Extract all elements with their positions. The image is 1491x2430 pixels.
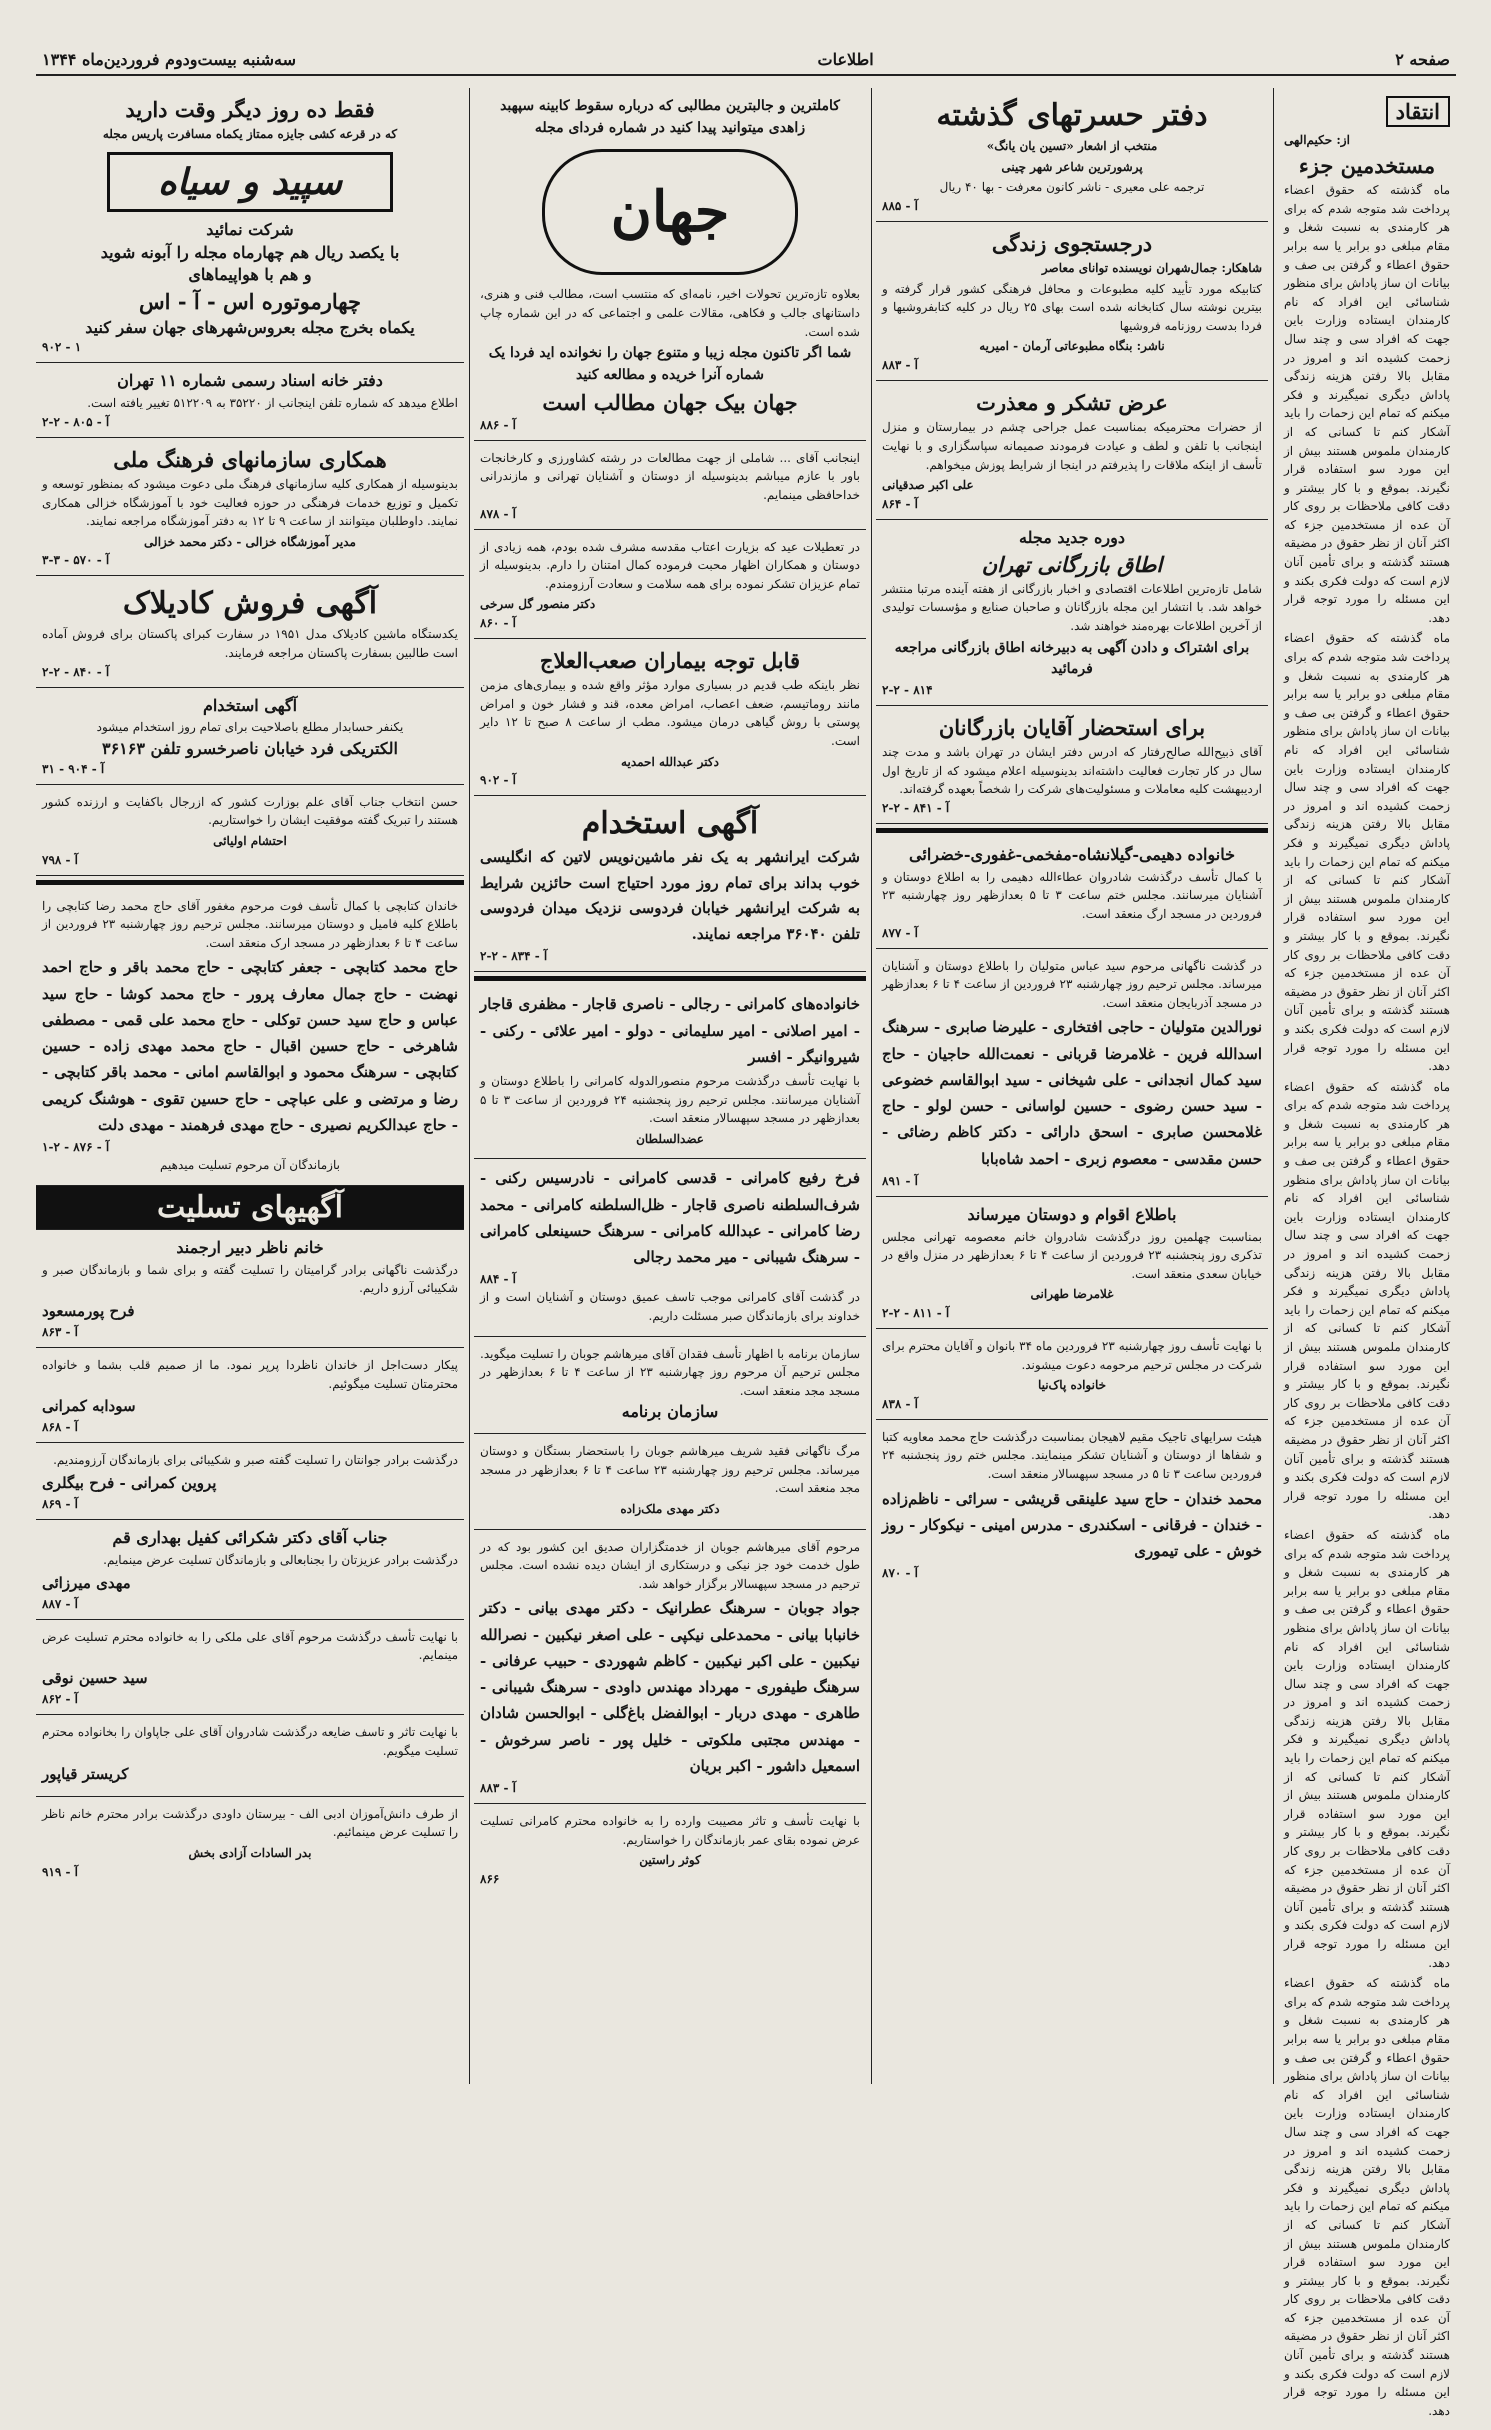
cond-signature: پروین کمرانی - فرح بیگلری — [42, 1473, 217, 1492]
obit-body: در گذشت آقای کامرانی موجب تاسف عمیق دوستان و آشنایان است و از خداوند برای بازماندگان صبر مسئلت داریم. — [480, 1290, 860, 1323]
cond-ref: آ - ۸۶۳ — [42, 1324, 79, 1339]
ad-ref: آ - ۸۸۵ — [882, 198, 919, 213]
obit-body: در گذشت ناگهانی مرحوم سید عباس متولیان را باطلاع دوستان و آشنایان میرساند. مجلس ترحیم روز چهارشنبه ۲۳ فروردین از ساعت ۴ تا ۶ بعدازظهر در مسجد آذربایجان منعقد است. — [882, 958, 1263, 1010]
ad-title: آگهی استخدام — [202, 695, 298, 715]
ad-cta: برای اشتراک و دادن آگهی به دبیرخانه اطاق بازرگانی مراجعه فرمائید — [894, 639, 1250, 678]
cond-ref: آ - ۸۶۹ — [42, 1497, 79, 1512]
ad-title: درجستجوی زندگی — [991, 230, 1153, 256]
newspaper-page — [36, 44, 1456, 2418]
obituary-kamrani-family — [474, 1159, 866, 1336]
ad-ref: آ - ۸۴۰ - ۲-۲ — [42, 664, 110, 679]
column-divider — [1273, 88, 1274, 2084]
ad-title: فقط ده روز دیگر وقت دارید — [125, 97, 375, 122]
condolence-section-header — [36, 1186, 464, 1230]
notice-thanks — [474, 530, 866, 639]
section-kicker: انتقاد — [1386, 96, 1450, 127]
article-body-cont: ماه گذشته که حقوق اعضاء پرداخت شد متوجه شدم که برای هر کارمندی به نسبت شغل و مقام مبلغی دو برابر یا سه برابر حقوق اعطاء و گرفتن بی صف و بیانات ان ساز پاداش برای منظور شناسائی این افراد که نام کارمندان ایستاده وزارت باین جهت که افراد سی و چند سال زحمت کشیده اند و امروز در مقابل بالا رفتن هزینه زندگی پاداش دیگری نمیگیرند و فکر میکنم که تمام این زحمات را باید آشکار کنم تا کسانی که از کارمندان ملموس هستند بیش از این مورد سو استفاده قرار نگیرند. بموقع و با کار بیشتر و دقت کافی ملاحظات بر روی کار آن عده از مستخدمین جزء که اکثر آنان از نظر حقوق در مضیقه هستند گذشته و برای تأمین آنان لازم است که دولت فکری بکند و این مسئله را مورد توجه قرار دهد. — [1284, 1527, 1450, 1970]
ad-cta: و هم با هواپیماهای — [188, 265, 312, 285]
section-rule — [474, 976, 866, 981]
notice-ref: آ - ۸۶۰ — [480, 615, 517, 630]
notice-ref: آ - ۷۹۸ — [42, 852, 79, 867]
byline: از: حکیم‌الهی — [1284, 133, 1350, 148]
obit-body: هیئت سرایهای تاجیک مقیم لاهیجان بمناسبت درگذشت حاج محمد معاویه کتبا و شفاها از دوستان و آشنایان تشکر مینمایند. مجلس ختم روز پنجشنبه ۲۴ فروردین ساعت ۳ تا ۵ در مسجد سپهسالار منعقد است. — [882, 1429, 1262, 1482]
ad-title: قابل توجه بیماران صعب‌العلاج — [539, 647, 801, 673]
ad-ref: آ - ۸۶۴ — [882, 496, 919, 511]
obit-body: با نهایت تأسف و تاثر مصیبت وارده را به خانواده محترم کامرانی تسلیت عرض نموده بقای عمر بازماندگان را خواستاریم. — [480, 1814, 860, 1847]
ad-meta: ترجمه علی معیری - ناشر کانون معرفت - بها ۴۰ ریال — [939, 180, 1205, 195]
obit-body: با نهایت تأسف درگذشت مرحوم منصورالدوله کامرانی را باطلاع دوستان و آشنایان میرسانند. مجلس ترحیم روز پنجشنبه ۲۴ فروردین از ساعت ۳ تا ۵ بعدازظهر در مسجد سپهسالار منعقد است. — [480, 1074, 861, 1126]
ad-hiring-accountant — [36, 688, 464, 785]
notice-body: در تعطیلات عید که بزیارت اعتاب مقدسه مشرف شده بودم، همه زیادی از دوستان و همکاران اظهار محبت فرموده کمال امتنان را دارم. بدینوسیله از تمام عزیزان تشکر نموده برای همه سلامت و سعادت آرزومندم. — [480, 539, 860, 591]
ad-ref: آ - ۹۰۴ - ۳۱ — [42, 761, 105, 776]
ad-cta: با یکصد ریال هم چهارماه مجله را آبونه شوید — [100, 242, 400, 262]
obit-body: خاندان کتابچی با کمال تأسف فوت مرحوم مغفور آقای حاج محمد رضا کتابچی را باطلاع کلیه فامیل و دوستان میرسانند. مجلس ترحیم روز چهارشنبه ۲۳ فروردین از ساعت ۴ تا ۶ بعدازظهر در مسجد ارک منعقد است. — [42, 898, 458, 950]
ad-cta: چهارموتوره اس - آ - اس — [139, 289, 361, 315]
ad-teaser: کاملترین و جالبترین مطالبی که درباره سقوط کابینه سپهبد زاهدی میتوانید پیدا کنید در شماره فردای مجله — [500, 98, 840, 136]
ad-body: آقای ذبیح‌الله صالح‌رفتار که ادرس دفتر ایشان در تهران باشد و مدت چند سال در کار تجارت فعالیت داشته‌اند بدینوسیله اعلام میشود که از تاریخ اول اردیبهشت کلیه معاملات و مسئولیت‌های شرکت را شخصاً بعهده گرفته‌اند. — [882, 745, 1262, 797]
condolence-7 — [36, 1797, 464, 1887]
obituary-tehrani — [876, 1197, 1268, 1329]
cond-signature: بدر السادات آزادی بخش — [188, 1845, 312, 1860]
section-title: آگهیهای تسلیت — [36, 1186, 464, 1229]
cond-body: با نهایت تأسف درگذشت مرحوم آقای علی ملکی را به خانواده محترم تسلیت عرض مینمایم. — [42, 1629, 458, 1663]
ad-lead: شاهکار: جمال‌شهران نویسنده توانای معاصر — [1041, 261, 1262, 276]
page-header — [36, 44, 1456, 76]
column-divider — [469, 88, 470, 2084]
cond-signature: کریستر قیاپور — [42, 1764, 129, 1783]
obit-footer: بازماندگان آن مرحوم تسلیت میدهیم — [160, 1158, 340, 1173]
ad-sepid-siah — [36, 88, 464, 363]
ad-publisher: ناشر: بنگاه مطبوعاتی آرمان - امیریه — [979, 339, 1165, 354]
section-rule — [36, 880, 464, 885]
obit-body: مرحوم آقای میرهاشم جوبان از خدمتگزاران صدیق این کشور بود که در طول خدمت خود جز نیکی و درستکاری از ایشان دیده نشده است. مجلس ترحیم در مسجد سپهسالار برگزار خواهد شد. — [480, 1539, 861, 1591]
ad-ref: ۸۱۴ - ۲-۲ — [882, 682, 933, 697]
obit-ref: آ - ۸۸۳ — [480, 1781, 517, 1796]
obituary-condolence — [474, 1804, 866, 1894]
obit-signature: عضدالسلطان — [636, 1131, 704, 1146]
notice-farewell — [474, 441, 866, 530]
obit-names: فرخ رفیع کامرانی - قدسی کامرانی - نادرسیس رکنی - شرف‌السلطنه ناصری قاجار - ظل‌السلطنه کامرانی - محمد رضا کامرانی - عبدالله کامرانی - سرهنگ حسینعلی کامرانی - سرهنگ شیبانی - میر محمد رجالی — [480, 1169, 860, 1267]
ad-ref: آ - ۵۷۰ - ۳-۳ — [42, 553, 110, 568]
ad-title: همکاری سازمانهای فرهنگ ملی — [113, 446, 387, 472]
obit-ref: ۸۶۶ — [480, 1871, 500, 1886]
obit-body: بمناسبت چهلمین روز درگذشت شادروان خانم معصومه تهرانی مجلس تذکری روز پنجشنبه ۲۳ فروردین از ساعت ۴ تا ۶ بعدازظهر در منزل واقع در خیابان سعدی منعقد است. — [882, 1229, 1263, 1281]
ad-title: برای استحضار آقایان بازرگانان — [938, 714, 1206, 740]
cond-body: پیکار دست‌اجل از خاندان ناظردا پرپر نمود. ما از صمیم قلب بشما و خانواده محترمتان تسلیت میگوئیم. — [42, 1357, 458, 1391]
ad-body: بدینوسیله از همکاری کلیه سازمانهای فرهنگ ملی دعوت میشود که بمنظور توسعه و تکمیل و توزیع خدمات فرهنگی در حوزه فعالیت خود با آموزشگاه خزالی همکاری نمایند. داوطلبان میتوانند از ساعت ۹ تا ۱۲ به دفتر آموزشگاه مراجعه نمایند. — [42, 477, 458, 529]
jahan-logo: جهان — [542, 149, 798, 275]
ad-thanks — [876, 381, 1268, 520]
article-body-cont: ماه گذشته که حقوق اعضاء پرداخت شد متوجه شدم که برای هر کارمندی به نسبت شغل و مقام مبلغی دو برابر یا سه برابر حقوق اعطاء و گرفتن بی صف و بیانات ان ساز پاداش برای منظور شناسائی این افراد که نام کارمندان ایستاده وزارت باین جهت که افراد سی و چند سال زحمت کشیده اند و امروز در مقابل بالا رفتن هزینه زندگی پاداش دیگری نمیگیرند و فکر میکنم که تمام این زحمات را باید آشکار کنم تا کسانی که از کارمندان ملموس هستند بیش از این مورد سو استفاده قرار نگیرند. بموقع و با کار بیشتر و دقت کافی ملاحظات بر روی کار آن عده از مستخدمین جزء که اکثر آنان از نظر حقوق در مضیقه هستند گذشته و برای تأمین آنان لازم است که دولت فکری بکند و این مسئله را مورد توجه قرار دهد. — [1284, 1079, 1450, 1522]
cond-signature: سید حسین نوقی — [42, 1669, 148, 1688]
condolence-3 — [36, 1443, 464, 1520]
condolence-5 — [36, 1620, 464, 1715]
obit-ref: آ - ۸۸۴ — [480, 1272, 517, 1287]
obit-title: خانواده‌های کامرانی - رجالی - ناصری قاجار - مظفری قاجار - امیر اصلانی - امیر سلیمانی - دولو - امیر علائی - رکنی - شیروانیگر - افسر — [480, 995, 860, 1066]
obit-body: با کمال تأسف درگذشت شادروان عطاءالله دهیمی را به اطلاع دوستان و آشنایان میرسانند. مجلس ختم ساعت ۳ تا ۵ بعدازظهر روز چهارشنبه ۲۳ فروردین در مسجد ارگ منعقد است. — [882, 869, 1262, 922]
ad-ref: آ - ۹۰۲ — [480, 773, 517, 788]
cond-ref: آ - ۸۶۸ — [42, 1420, 79, 1435]
cond-body: درگذشت برادر عزیزتان را بجنابعالی و بازماندگان تسلیت عرض مینمایم. — [103, 1553, 458, 1568]
obit-names: حاج محمد کتابچی - جعفر کتابچی - حاج محمد باقر و حاج احمد نهضت - حاج جمال معارف پرور - حاج محمد کوشا - حاج سید عباس و حاج سید حسن توکلی - حاج محمد علی قمی - مصطفی شاهرخی - حاج حسین اقبال - حاج محمد مهدی زاده - حسین کتابچی - سرهنگ محمود و ابوالقاسم امانی - محمد باقر کتابچی - رضا و مرتضی و علی عباچی - حاج حسین تقوی - هوشنگ کریمی - حاج عبدالکریم نصیری - حاج مهدی فرهمند - مهدی دلت — [42, 958, 458, 1134]
obit-ref: آ - ۸۹۱ — [882, 1173, 919, 1188]
cond-title: خانم ناظر دبیر ارجمند — [176, 1237, 324, 1257]
ad-body: یکنفر حسابدار مطلع باصلاحیت برای تمام روز استخدام میشود — [96, 720, 404, 735]
obituary-dehimi — [876, 837, 1268, 949]
ad-title: عرض تشکر و معذرت — [976, 390, 1168, 416]
cond-body: درگذشت برادر جوانتان را تسلیت گفته صبر و شکیبائی برای بازماندگان آرزومندیم. — [53, 1453, 458, 1468]
critique-column — [1278, 88, 1456, 2418]
obit-ref: آ - ۸۷۶ - ۲-۱ — [42, 1140, 110, 1155]
ad-body: که در قرعه کشی جایزه ممتاز یکماه مسافرت پاریس مجله — [102, 127, 398, 142]
cond-title: جناب آقای دکتر شکرائی کفیل بهداری قم — [112, 1528, 388, 1548]
ad-body: از حضرات محترمیکه بمناسبت عمل جراحی چشم در بیمارستان و منزل اینجانب با تلفن و لطف و عیادت فرمودند صمیمانه سپاسگزاری و با نهایت تأسف از اینکه ملاقات را پذیرفتم در اینجا از شرایط پوزش میخواهم. — [882, 420, 1262, 472]
obit-ref: آ - ۸۷۰ — [882, 1566, 919, 1581]
ad-body: بعلاوه تازه‌ترین تحولات اخیر، نامه‌ای که منتسب است، مطالب فنی و هنری، داستانهای جالب و فکاهی، مقالات علمی و اجتماعی که در این شماره چاپ شده است. — [480, 287, 860, 339]
sepid-siah-logo: سپید و سیاه — [107, 152, 393, 212]
ad-ref: آ - ۸۳۴ - ۲-۲ — [480, 949, 548, 964]
ad-cta: یکماه بخرج مجله بعروس‌شهرهای جهان سفر کنید — [85, 317, 415, 337]
cond-signature: مهدی میرزائی — [42, 1573, 131, 1592]
ad-subtitle: پرشورترین شاعر شهر چینی — [1001, 159, 1143, 174]
ad-ref: آ - ۸۸۶ — [480, 417, 517, 432]
ads-column-2 — [876, 88, 1268, 2078]
ad-ref: آ - ۸۸۳ — [882, 358, 919, 373]
article-body-cont: ماه گذشته که حقوق اعضاء پرداخت شد متوجه شدم که برای هر کارمندی به نسبت شغل و مقام مبلغی دو برابر یا سه برابر حقوق اعطاء و گرفتن بی صف و بیانات ان ساز پاداش برای منظور شناسائی این افراد که نام کارمندان ایستاده وزارت باین جهت که افراد سی و چند سال زحمت کشیده اند و امروز در مقابل بالا رفتن هزینه زندگی پاداش دیگری نمیگیرند و فکر میکنم که تمام این زحمات را باید آشکار کنم تا کسانی که از کارمندان ملموس هستند بیش از این مورد سو استفاده قرار نگیرند. بموقع و با کار بیشتر و دقت کافی ملاحظات بر روی کار آن عده از مستخدمین جزء که اکثر آنان از نظر حقوق در مضیقه هستند گذشته و برای تأمین آنان لازم است که دولت فکری بکند و این مسئله را مورد توجه قرار دهد. — [1284, 1976, 1450, 2418]
cond-signature: سودابه کمرانی — [42, 1397, 136, 1416]
ad-signature: علی اکبر صدقیانی — [882, 478, 974, 493]
ad-body: شامل تازه‌ترین اطلاعات اقتصادی و اخبار بازرگانی از هفته آینده مرتبا منتشر خواهد شد. با انتشار این مجله بازرگانان و صاحبان صنایع و مؤسسات تولیدی از آخرین اطلاعات بهره‌مند خواهند شد. — [882, 581, 1262, 633]
obituary-kamrani — [474, 985, 866, 1159]
obit-ref: آ - ۸۱۱ - ۲-۲ — [882, 1306, 950, 1321]
condolence-4 — [36, 1520, 464, 1620]
condolence-1 — [36, 1230, 464, 1348]
obit-names: جواد جوبان - سرهنگ عطرانیک - دکتر مهدی بیانی - دکتر خانبابا بیانی - محمدعلی نیکپی - علی اصغر نیکبین - نصرالله نیکبین - علی اکبر نیکبین - کاظم شهوردی - حبیب عرفانی - سرهنگ طیفوری - مهرداد مهندس داودی - سرهنگ شیبانی - طاهری - مهدی دربار - ابوالفضل باغ‌گلی - ابوالحسن شادان - مهندس مجتبی ملکوتی - خلیل پور - ناصر سرخوش - اسمعیل داشور - اکبر بریان — [480, 1599, 860, 1775]
ad-hiring-iranshahr — [474, 796, 866, 972]
cond-ref: آ - ۸۶۲ — [42, 1692, 79, 1707]
ad-cta: شرکت نمائید — [206, 219, 294, 239]
notice-body: اطلاع میدهد که شماره تلفن اینجانب از ۳۵۲۲۰ به ۵۱۲۲۰۹ تغییر یافته است. — [87, 396, 458, 411]
cond-ref: آ - ۹۱۹ — [42, 1864, 79, 1879]
cond-body: با نهایت تاثر و تاسف ضایعه درگذشت شادروان آقای علی جاپاوان را بخانواده محترم تسلیت میگویم. — [42, 1725, 458, 1758]
notice-ref: آ - ۸۰۵ - ۲-۲ — [42, 414, 110, 429]
obit-body: مرگ ناگهانی فقید شریف میرهاشم جوبان را باستحضار بستگان و دوستان میرساند. مجلس ترحیم روز چهارشنبه ۲۳ ساعت ۴ تا ۶ بعدازظهر در مسجد مجد منعقد است. — [480, 1444, 860, 1496]
obit-title: خانواده دهیمی-گیلانشاه-مفخمی-غفوری-خضرائی — [909, 845, 1235, 865]
ad-cadillac — [36, 576, 464, 687]
notice-signature: دکتر منصور گل سرخی — [480, 597, 596, 612]
ad-ref: آ - ۸۴۱ - ۲-۲ — [882, 801, 950, 816]
ad-title: دوره جدید مجله — [1018, 527, 1125, 547]
obit-title: باطلاع اقوام و دوستان میرساند — [967, 1204, 1177, 1224]
ad-merchants — [876, 706, 1268, 824]
obit-signature: سازمان برنامه — [621, 1402, 719, 1422]
notice-signature: احتشام اولیائی — [213, 834, 287, 848]
ad-title: آگهی فروش کادیلاک — [122, 586, 378, 622]
cond-body: درگذشت ناگهانی برادر گرامیتان را تسلیت گفته و برای شما و بازماندگان صبر و شکیبائی آرزو داریم. — [42, 1262, 458, 1296]
obituary-jooban — [474, 1434, 866, 1529]
ad-chamber-magazine — [876, 520, 1268, 706]
notice-congrats — [36, 785, 464, 876]
cond-ref: آ - ۸۸۷ — [42, 1596, 79, 1611]
ad-patients — [474, 639, 866, 796]
condolence-2 — [36, 1348, 464, 1443]
ad-book-regrets — [876, 88, 1268, 222]
ad-body: نظر باینکه طب قدیم در بسیاری موارد مؤثر واقع شده و بیماری‌های مزمن مانند روماتیسم، ضعف اعصاب، امراض معده، قند و فشار خون و امراض پوستی با روش گیاهی درمان میشود. مطب از ساعت ۸ صبح تا ۱۲ دایر است. — [480, 678, 861, 749]
obit-signature: خانواده پاک‌نیا — [1037, 1378, 1107, 1393]
ad-body: یکدستگاه ماشین کادیلاک مدل ۱۹۵۱ در سفارت کبرای پاکستان برای فروش آماده است طالبین بسفارت پاکستان مراجعه فرمایند. — [42, 627, 459, 661]
ad-signature: دکتر عبدالله احمدیه — [621, 754, 719, 769]
obituary-planning-org — [474, 1337, 866, 1435]
page-number: صفحه ۲ — [1395, 49, 1450, 69]
obituary-tajik — [876, 1420, 1268, 1589]
ad-slogan: جهان بیک جهان مطالب است — [542, 389, 798, 415]
notice-ref: آ - ۸۷۸ — [480, 506, 517, 521]
ad-address: الکتریکی فرد خیابان ناصرخسرو تلفن ۳۶۱۶۳ — [101, 739, 398, 759]
notice-body: حسن انتخاب جناب آقای علم بوزارت کشور که ازرجال باکفایت و ارزنده کشور هستند را تبریک گفته موفقیت ایشان را خواستاریم. — [42, 794, 458, 828]
ad-cta: شما اگر تاکنون مجله زیبا و متنوع جهان را نخوانده اید فردا یک شماره آنرا خریده و مطالعه کنید — [488, 345, 852, 383]
ad-body: شرکت ایرانشهر به یک نفر ماشین‌نویس لاتین که انگلیسی خوب بداند برای تمام روز مورد احتیاج است حائزین شرایط به شرکت ایرانشهر خیابان فردوسی نزدیک میدان فردوسی تلفن ۳۶۰۴۰ مراجعه نمایند. — [480, 848, 860, 943]
ad-book-life — [876, 222, 1268, 381]
magazine-logo: اطاق بازرگانی تهران — [981, 551, 1163, 577]
obituary-paknia — [876, 1329, 1268, 1420]
column-divider — [871, 88, 872, 2084]
ad-subtitle: منتخب از اشعار «تسین یان یانگ» — [986, 139, 1158, 153]
ads-column-4 — [36, 88, 464, 2078]
obituary-ketabchi — [36, 889, 464, 1186]
obit-signature: دکتر مهدی ملک‌زاده — [620, 1501, 720, 1516]
obit-ref: آ - ۸۷۷ — [882, 925, 919, 940]
obit-signature: غلامرضا طهرانی — [1030, 1287, 1114, 1302]
ad-cultural-coop — [36, 438, 464, 577]
cond-body: از طرف دانش‌آموزان ادبی الف - بیرستان داودی درگذشت برادر محترم خانم ناظر را تسلیت عرض مینمائیم. — [42, 1806, 458, 1840]
condolence-6 — [36, 1715, 464, 1796]
obit-names: نورالدین متولیان - حاجی افتخاری - علیرضا صابری - سرهنگ اسدالله فرین - غلامرضا قربانی - نعمت‌الله حاجیان - حاج سید کمال انجدانی - علی شیخانی - سید ابوالقاسم خضوعی - سید حسن رضوی - حسین لواسانی - حسن لولو - حاج غلامحسن صابری - اسحق دارائی - دکتر کاظم رضائی - حسن مقدسی - معصوم زبری - احمد شاه‌بابا — [882, 1018, 1262, 1168]
paper-name: اطلاعات — [817, 49, 874, 69]
notice-body: اینجانب آقای ... شاملی از جهت مطالعات در رشته کشاورزی و کارخانجات باور با عازم میباشم بدینوسیله از دوستان و آشنایان تهرانی و مازندرانی خداحافظی مینمایم. — [480, 450, 860, 503]
obit-body: با نهایت تأسف روز چهارشنبه ۲۳ فروردین ماه ۳۴ بانوان و آقایان محترم برای شرکت در مجلس ترحیم مرحومه دعوت میشوند. — [882, 1339, 1262, 1372]
ad-title: آگهی استخدام — [581, 806, 759, 842]
ad-signature: مدیر آموزشگاه خزالی - دکتر محمد خزالی — [144, 534, 356, 549]
obituary-motavalian — [876, 949, 1268, 1197]
ads-column-3 — [474, 88, 866, 2078]
obit-names: محمد خندان - حاج سید علینقی قریشی - سرائی - ناظم‌زاده - خندان - فرقانی - اسکندری - مدرس امینی - نیکوکار - روز خوش - علی تیموری — [882, 1489, 1262, 1561]
notice-title: دفتر خانه اسناد رسمی شماره ۱۱ تهران — [117, 371, 383, 391]
cond-signature: فرح پورمسعود — [42, 1301, 135, 1320]
obit-body: سازمان برنامه با اظهار تأسف فقدان آقای میرهاشم جوبان را تسلیت میگوید. مجلس ترحیم آن مرحوم روز چهارشنبه ۲۳ از ساعت ۴ تا ۶ بعدازظهر در مسجد مجد منعقد است. — [480, 1346, 861, 1398]
ad-ref: ۱ - ۹۰۲ — [42, 340, 82, 355]
section-rule — [876, 828, 1268, 833]
ad-title: دفتر حسرتهای گذشته — [936, 98, 1208, 133]
notice-notary — [36, 363, 464, 437]
article-body-cont: ماه گذشته که حقوق اعضاء پرداخت شد متوجه شدم که برای هر کارمندی به نسبت شغل و مقام مبلغی دو برابر یا سه برابر حقوق اعطاء و گرفتن بی صف و بیانات ان ساز پاداش برای منظور شناسائی این افراد که نام کارمندان ایستاده وزارت باین جهت که افراد سی و چند سال زحمت کشیده اند و امروز در مقابل بالا رفتن هزینه زندگی پاداش دیگری نمیگیرند و فکر میکنم که تمام این زحمات را باید آشکار کنم تا کسانی که از کارمندان ملموس هستند بیش از این مورد سو استفاده قرار نگیرند. بموقع و با کار بیشتر و دقت کافی ملاحظات بر روی کار آن عده از مستخدمین جزء که اکثر آنان از نظر حقوق در مضیقه هستند گذشته و برای تأمین آنان لازم است که دولت فکری بکند و این مسئله را مورد توجه قرار دهد. — [1284, 631, 1450, 1074]
article-title: مستخدمین جزء — [1298, 152, 1436, 178]
obit-ref: آ - ۸۳۸ — [882, 1396, 919, 1411]
issue-date: سه‌شنبه بیست‌ودوم فروردین‌ماه ۱۳۴۴ — [42, 49, 296, 69]
ad-body: کتابیکه مورد تأیید کلیه مطبوعات و محافل فرهنگی کشور قرار گرفته و بیترین نوشته سال کتابخانه شده است بهای ۲۵ ریال در کلیه کتابفروشیها و فردا بدست روزنامه فروشیها — [882, 281, 1263, 333]
ad-jahan-magazine — [474, 88, 866, 441]
obituary-jooban-family — [474, 1530, 866, 1805]
article-body: ماه گذشته که حقوق اعضاء پرداخت شد متوجه شدم که برای هر کارمندی به نسبت شغل و مقام مبلغی دو برابر یا سه برابر حقوق اعطاء و گرفتن بی صف و بیانات ان ساز پاداش برای منظور شناسائی این افراد که نام کارمندان ایستاده وزارت باین جهت که افراد سی و چند سال زحمت کشیده اند و امروز در مقابل بالا رفتن هزینه زندگی پاداش دیگری نمیگیرند و فکر میکنم که تمام این زحمات را باید آشکار کنم تا کسانی که از کارمندان ملموس هستند بیش از این مورد سو استفاده قرار نگیرند. بموقع و با کار بیشتر و دقت کافی ملاحظات بر روی کار آن عده از مستخدمین جزء که اکثر آنان از نظر حقوق در مضیقه هستند گذشته و برای تأمین آنان لازم است که دولت فکری بکند و این مسئله را مورد توجه قرار دهد. — [1284, 183, 1450, 625]
obit-signature: کوثر راستین — [639, 1853, 701, 1868]
